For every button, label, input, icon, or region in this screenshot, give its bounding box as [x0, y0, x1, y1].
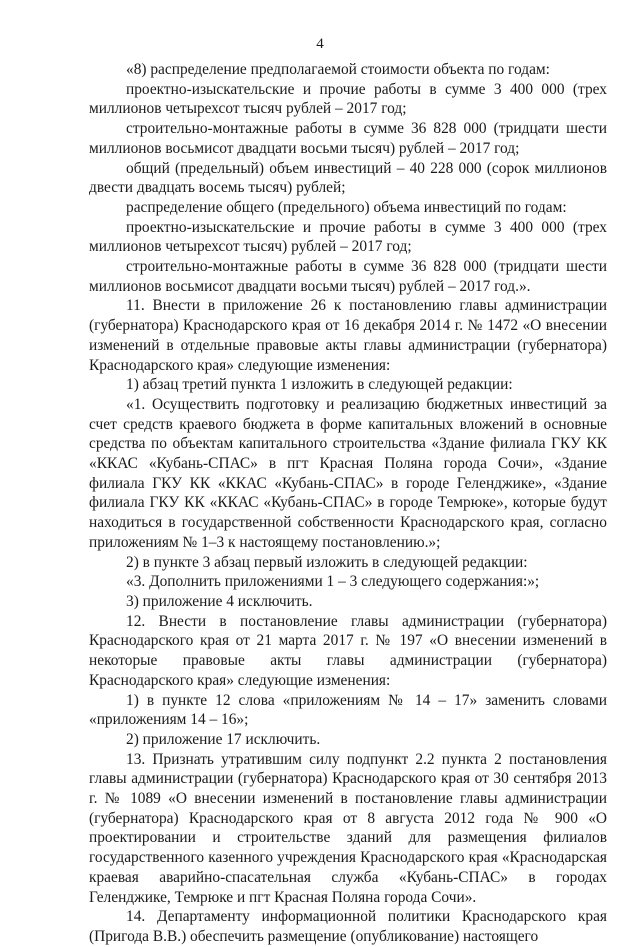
paragraph: распределение общего (предельного) объема инвестиций по годам: — [126, 198, 567, 216]
paragraph: 13. Признать утратившим силу подпункт 2.2 пункта 2 постановления главы администрации (губернатора) Краснодарского края от 30 сентября 2013 г. № 1089 «О внесении изменений в постановление главы администрации (губернатора) Краснодарского края от 8 августа 2012 года № 900 «О проектировании и строительстве зданий для размещения филиалов государственного казенного учреждения Краснодарского края «Краснодарская краевая аварийно-спасательная служба «Кубань-СПАС» в городах Геленджике, Темрюке и пгт Красная Поляна города Сочи». — [89, 750, 607, 906]
paragraph: 3) приложение 4 исключить. — [126, 592, 313, 610]
paragraph: 2) в пункте 3 абзац первый изложить в следующей редакции: — [126, 553, 528, 571]
paragraph: «8) распределение предполагаемой стоимости объекта по годам: — [126, 61, 550, 78]
paragraph: общий (предельный) объем инвестиций – 40 228 000 (сорок миллионов двести двадцать восемь тысяч) рублей; — [89, 159, 607, 197]
paragraph: 11. Внести в приложение 26 к постановлению главы администрации (губернатора) Краснодарского края от 16 декабря 2014 г. № 1472 «О внесении изменений в отдельные правовые акты главы администрации (губернатора) Краснодарского края» следующие изменения: — [89, 297, 607, 374]
paragraph: «1. Осуществить подготовку и реализацию бюджетных инвестиций за счет средств краевого бюджета в форме капитальных вложений в основные средства по объектам капитального строительства «Здание филиала ГКУ КК «ККАС «Кубань-СПАС» в пгт Красная Поляна города Сочи», «Здание филиала ГКУ КК «ККАС «Кубань-СПАС» в городе Геленджике», «Здание филиала ГКУ КК «ККАС «Кубань-СПАС» в городе Темрюке», которые будут находиться в государственной собственности Краснодарского края, согласно приложениям № 1–3 к настоящему постановлению.»; — [89, 395, 607, 551]
page-number: 4 — [316, 36, 324, 52]
paragraph: 1) абзац третий пункта 1 изложить в следующей редакции: — [126, 376, 513, 394]
paragraph: строительно-монтажные работы в сумме 36 828 000 (тридцати шести миллионов восьмисот двадцати восьми тысяч) рублей – 2017 год; — [89, 120, 607, 157]
paragraph: 1) в пункте 12 слова «приложениям № 14 – 17» заменить словами «приложениям 14 – 16»; — [89, 691, 607, 729]
document-body — [89, 60, 607, 947]
paragraph: 14. Департаменту информационной политики Краснодарского края (Пригода В.В.) обеспечить размещение (опубликование) настоящего — [89, 908, 607, 945]
paragraph: проектно-изыскательские и прочие работы в сумме 3 400 000 (трех миллионов четырехсот тысяч рублей – 2017 год; — [89, 80, 607, 118]
paragraph: строительно-монтажные работы в сумме 36 828 000 (тридцати шести миллионов восьмисот двадцати восьми тысяч) рублей – 2017 год.». — [89, 258, 607, 295]
paragraph: 2) приложение 17 исключить. — [126, 730, 321, 748]
paragraph: 12. Внести в постановление главы администрации (губернатора) Краснодарского края от 21 марта 2017 г. № 197 «О внесении изменений в некоторые правовые акты главы администрации (губернатора) Краснодарского края» следующие изменения: — [89, 612, 607, 689]
paragraph: «3. Дополнить приложениями 1 – 3 следующего содержания:»; — [126, 573, 540, 591]
paragraph: проектно-изыскательские и прочие работы в сумме 3 400 000 (трех миллионов четырехсот тысяч) рублей – 2017 год; — [89, 218, 607, 256]
